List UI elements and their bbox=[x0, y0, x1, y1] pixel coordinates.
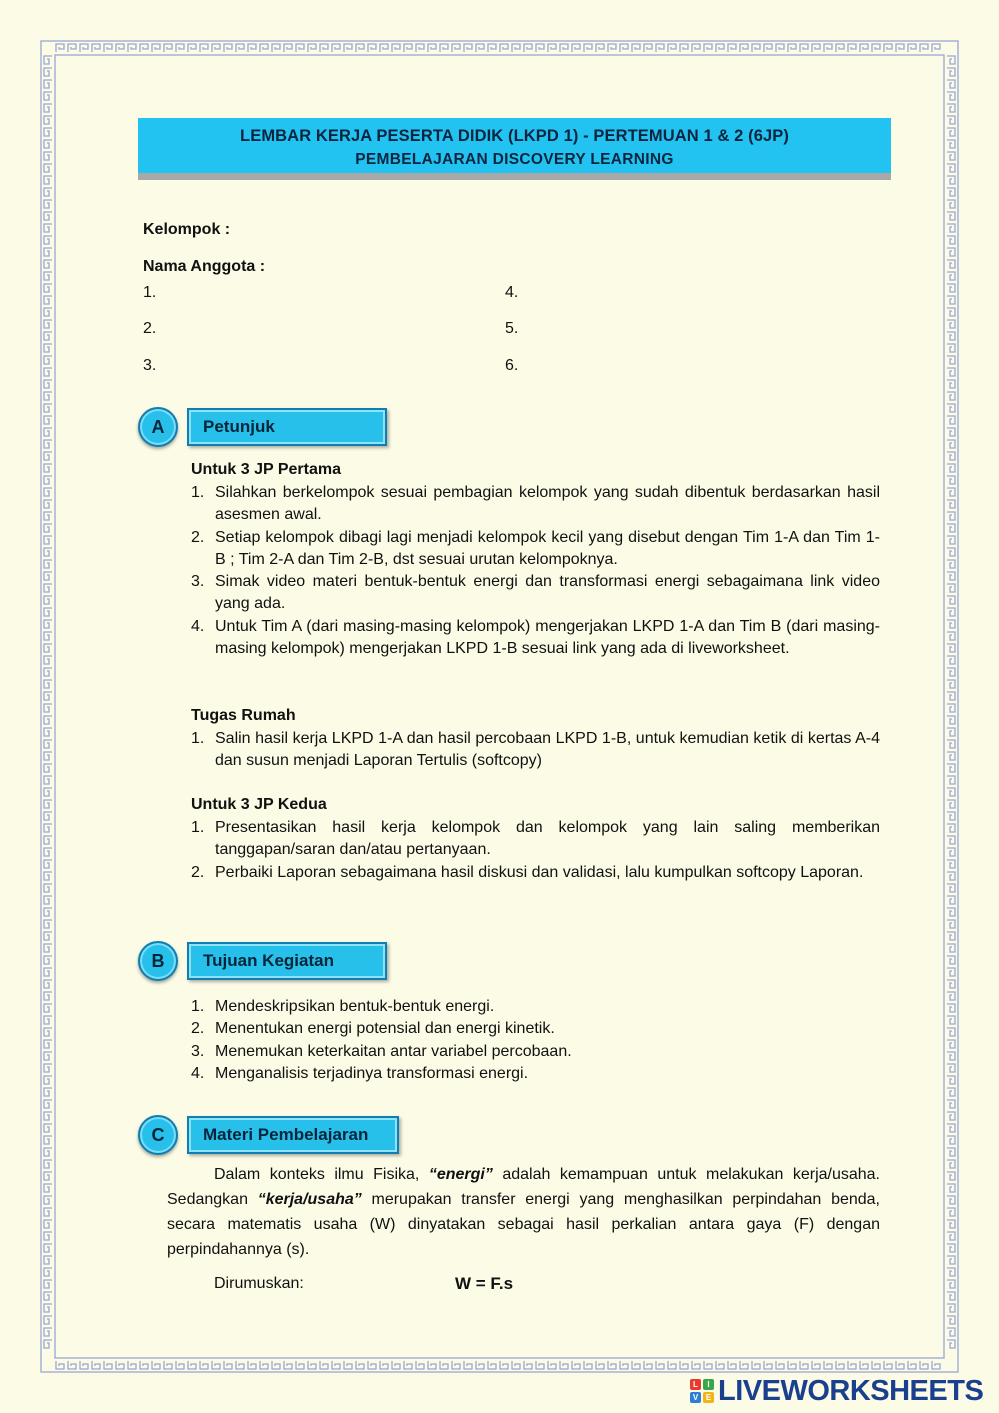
member-number-2: 2. bbox=[143, 320, 157, 337]
jp1-heading: Untuk 3 JP Pertama bbox=[191, 461, 341, 478]
materi-paragraph: Dalam konteks ilmu Fisika, “energi” adalah kemampuan untuk melakukan kerja/usaha. Sedangkan “kerja/usaha” merupakan transfer energi yang menghasilkan perpindahan benda, secara matematis usaha (W) dinyatakan sebagai hasil perkalian antara gaya (F) dengan perpindahannya (s). bbox=[167, 1166, 881, 1258]
list-item: 1. Mendeskripsikan bentuk-bentuk energi. bbox=[191, 998, 495, 1015]
member-number-5: 5. bbox=[505, 320, 519, 337]
brand-name: LIVEWORKSHEETS bbox=[718, 1374, 984, 1407]
jp2-heading: Untuk 3 JP Kedua bbox=[191, 796, 327, 813]
list-item: 3. Menemukan keterkaitan antar variabel percobaan. bbox=[191, 1042, 572, 1060]
section-a-badge: A bbox=[138, 407, 178, 447]
list-item: 1. Presentasikan hasil kerja kelompok dan kelompok yang lain saling memberikan tanggapan/saran dan/atau pertanyaan. bbox=[191, 819, 880, 859]
list-item: 4. Menganalisis terjadinya transformasi energi. bbox=[191, 1064, 529, 1082]
section-c-title: Materi Pembelajaran bbox=[187, 1116, 399, 1154]
list-item: 2. Perbaiki Laporan sebagaimana hasil diskusi dan validasi, lalu kumpulkan softcopy Laporan. bbox=[191, 863, 864, 881]
tugas-rumah-heading: Tugas Rumah bbox=[191, 707, 296, 724]
jp1-list bbox=[191, 482, 880, 660]
tujuan-list bbox=[191, 996, 880, 1085]
section-b-title: Tujuan Kegiatan bbox=[187, 942, 387, 980]
list-item: 2. Setiap kelompok dibagi lagi menjadi kelompok kecil yang disebut dengan Tim 1-A dan Tim 1-B ; Tim 2-A dan Tim 2-B, dst sesuai urutan kelompoknya. bbox=[191, 528, 880, 568]
member-number-1: 1. bbox=[143, 284, 157, 301]
term-energi: “energi” bbox=[428, 1166, 493, 1183]
list-item: 1. Silahkan berkelompok sesuai pembagian kelompok yang sudah dibentuk berdasarkan hasil asesmen awal. bbox=[191, 484, 880, 524]
member-number-6: 6. bbox=[505, 357, 519, 374]
page-subtitle: PEMBELAJARAN DISCOVERY LEARNING bbox=[355, 151, 674, 168]
liveworksheets-logo bbox=[690, 1376, 983, 1406]
term-kerja: “kerja/usaha” bbox=[257, 1191, 362, 1208]
kelompok-label: Kelompok : bbox=[143, 221, 231, 238]
list-item: 2. Menentukan energi potensial dan energi kinetik. bbox=[191, 1020, 555, 1038]
nama-anggota-label: Nama Anggota : bbox=[143, 258, 266, 275]
formula-label: Dirumuskan: bbox=[214, 1275, 304, 1292]
section-b-badge: B bbox=[138, 941, 178, 981]
logo-mark-icon: L I V E bbox=[690, 1379, 714, 1403]
member-number-4: 4. bbox=[505, 284, 519, 301]
formula: W = F.s bbox=[455, 1274, 514, 1293]
list-item: 3. Simak video materi bentuk-bentuk energi dan transformasi energi sebagaimana link video yang ada. bbox=[191, 573, 880, 613]
list-item: 4. Untuk Tim A (dari masing-masing kelompok) mengerjakan LKPD 1-A dan Tim B (dari masing-masing kelompok) mengerjakan LKPD 1-B sesuai link yang ada di liveworksheet. bbox=[191, 617, 880, 658]
title-header bbox=[138, 118, 891, 180]
jp2-list bbox=[191, 817, 880, 884]
page-title: LEMBAR KERJA PESERTA DIDIK (LKPD 1) - PERTEMUAN 1 & 2 (6JP) bbox=[240, 127, 789, 145]
tugas-rumah-list bbox=[191, 728, 880, 773]
member-number-3: 3. bbox=[143, 357, 157, 374]
section-c-badge: C bbox=[138, 1115, 178, 1155]
list-item: 1. Salin hasil kerja LKPD 1-A dan hasil percobaan LKPD 1-B, untuk kemudian ketik di kertas A-4 dan susun menjadi Laporan Tertulis (softcopy) bbox=[191, 730, 880, 770]
section-a-title: Petunjuk bbox=[187, 408, 387, 446]
